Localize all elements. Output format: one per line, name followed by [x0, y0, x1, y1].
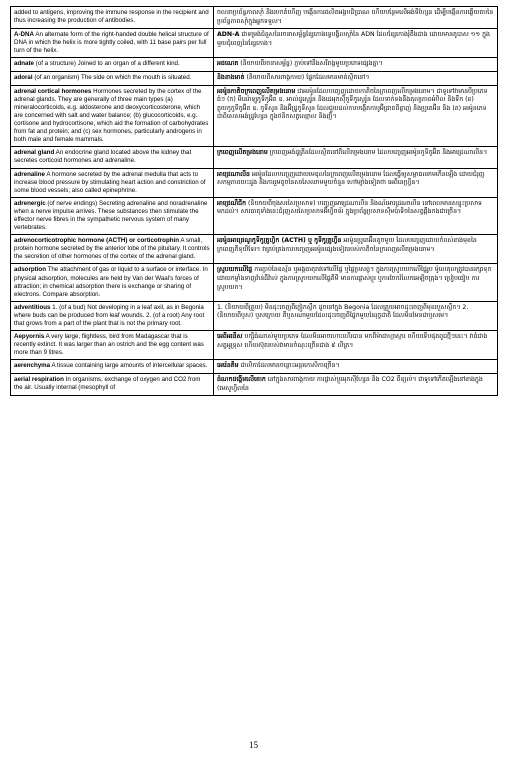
english-cell: [11, 197, 214, 234]
glossary-rows: [11, 7, 498, 396]
glossary-page: [10, 6, 498, 396]
khmer-cell: [214, 301, 498, 330]
khmer-cell: [214, 168, 498, 197]
glossary-table: [10, 6, 498, 396]
english-cell: [11, 168, 214, 197]
english-term: adrenal gland: [14, 149, 55, 157]
english-term: adrenergic: [14, 199, 46, 207]
english-definition: A very large, flightless, bird from Madagascar that is recently extinct. It was larger than an ostrich and the egg content was more than 9 litres.: [14, 333, 204, 357]
khmer-term: និងខាងមាត់: [217, 74, 245, 82]
english-cell: [11, 235, 214, 264]
glossary-row: [11, 58, 498, 72]
english-term: adrenocorticotrophic hormone (ACTH) or corticotrophin: [14, 237, 179, 245]
english-cell: [11, 58, 214, 72]
english-cell: [11, 373, 214, 395]
english-term: adrenal cortical hormones: [14, 87, 92, 95]
khmer-term: អេរ៉េនគីម: [217, 362, 239, 370]
khmer-cell: [214, 373, 498, 395]
khmer-definition: នៅក្នុងសារពាង្គកាយ ការផ្លាស់ប្តូរអុកស៊ីហ្សែន និង CO2 ពីខ្យល់។ ជាទូទៅកើតឡើងនៅខាងក្នុង (មេសូហ្វីលនៃ: [217, 375, 483, 392]
english-term: adrenaline: [14, 170, 45, 178]
english-definition: added to antigens, improving the immune response in the recipient and thus increasing the production of antibodies.: [14, 9, 209, 25]
glossary-row: [11, 373, 498, 395]
khmer-term: ដំណកដង្ហើមលើគោក: [217, 375, 266, 383]
khmer-definition: ជាទម្រង់ជំនួសនៃរចនាសម្ព័ន្ធខ្សែកោងទ្វេបង្វិលស្តាំនៃ ADN ដែលខ្សែកោងរុំតឹងជាង ដោយមានគូបាស ១១ ក្នុងមួយជុំពេញនៃខ្សែកោង។: [217, 31, 490, 47]
khmer-definition: ក្រពេញអង់ដូគ្រីនដែលស្ថិតនៅពីលើតម្រងនោម ដែលបញ្ចេញអរម៉ូនកូទីកូអ៊ីត និងអាដ្រេណាលីន។: [269, 149, 488, 157]
khmer-cell: [214, 147, 498, 168]
english-cell: [11, 85, 214, 147]
khmer-term: ស្រូបយកលើផ្ទៃ: [217, 266, 253, 274]
khmer-definition: (និយាយពីចុងសរសៃប្រសាទ) បញ្ចេញអាដ្រេណាលីន និងណ័រអាដ្រេណាលីន នៅពេលមានសន្ទុះប្រសាទមកដល់។ សារធាតុទាំងនេះជំរុញសរសៃប្រសាទអ៊ីហ្វិចទ័រ ក្នុងប្រព័ន្ធប្រសាទស៊ីមប៉ាទិចនៃសត្វឆ្អឹងកងជាច្រើន។: [217, 199, 482, 216]
khmer-definition: បក្សីធំណាស់មួយប្រភេទ ដែលមិនអាចហោះហើរបាន មកពីម៉ាដាហ្គាស្ការ ហើយទើបផុតពូជថ្មីៗនេះ។ វាធំជាងសត្វអូទ្រុស ហើយស៊ុតរបស់វាមានចំណុះច្រើនជាង ៩ លីត្រ។: [217, 333, 488, 349]
khmer-cell: [214, 29, 498, 58]
glossary-row: [11, 29, 498, 58]
khmer-definition: អរម៉ូនប្រូតេអ៊ីនតូចមួយ ដែលបញ្ចេញដោយកំពស់ខាងមុខនៃក្រពេញភីទុយីទែរ។ វាគ្រប់គ្រងការបញ្ចេញអរម៉ូនផ្សេងទៀតរបស់កាតិចនៃក្រពេញលើតម្រងនោម។: [217, 237, 477, 253]
khmer-term: ក្រពេញលើតម្រងនោម: [217, 149, 268, 157]
glossary-row: [11, 264, 498, 301]
glossary-row: [11, 360, 498, 374]
khmer-term: ADN-A: [217, 31, 240, 39]
khmer-definition: អរម៉ូនដែលបញ្ចេញដោយមេឌុលនៃក្រពេញលើតម្រងនោម ដែលធ្វើឲ្យសម្ពាធឈាមកើនឡើង ដោយជំរុញសកម្មភាពបេះដូង និងការរួមតូចនៃសរសៃឈាមមួយចំនួន ហៅម្យ៉ាងទៀតថា អេពីនេហ្វ្រីន។: [217, 170, 485, 187]
english-definition: (of nerve endings) Secreting adrenaline and noradrenaline when a nerve impulse arrives. These substances then stimulate the effector nerve fibres in the sympathetic nervous system of many vertebrates.: [14, 199, 208, 232]
khmer-term: អរម៉ូនអាដ្រេណូកូទីកូត្រូហ្វិក (ACTH) ឬ កូទីកូត្រូហ្វីន: [217, 237, 342, 245]
khmer-definition: ចលនាប្រព័ន្ធភាពស៊ាំ និងរបកគំហើញ បង្កើនការផលិតអង្គបដិប្រាណ ហើយបន្ថែមលើអង់ទីហ្សែន ដើម្បីបង្កើនការឆ្លើយតបនៃប្រព័ន្ធភាពស៊ាំក្នុងអ្នកទទួល។: [217, 9, 494, 25]
glossary-row: [11, 7, 498, 29]
glossary-row: [11, 197, 498, 234]
english-term: Aepyornis: [14, 333, 45, 341]
english-term: adoral: [14, 74, 33, 82]
khmer-definition: (និយាយពីរចនាសម្ព័ន្ធ) ភ្ជាប់ទៅនឹងសរីរាង្គមួយប្រភេទផ្សេងគ្នា។: [240, 60, 383, 68]
english-definition: A hormone secreted by the adrenal medulla that acts to increase blood pressure by stimulating heart action and constriction of some blood vessels; also called epinephrine.: [14, 170, 206, 194]
khmer-cell: [214, 7, 498, 29]
khmer-definition: ការភ្ជាប់នៃឧស្ម័ន ឬអង្គធាតុរាវទៅលើផ្ទៃ ឬផ្ទៃប្រសព្វ។ ក្នុងការស្រូបយកលើផ្ទៃរូប ម៉ូលេគុលត្រូវបានរក្សាទុកដោយកម្លាំងទាញវ៉ាន់ដឺវ៉ាល់ ក្នុងការស្រូបយកលើផ្ទៃគីមី មានការផ្លាស់ប្តូរ ឬការចែករំលែកអេឡិចត្រុង។ ប្រៀបធៀប ការស្រូបយក។: [217, 266, 492, 291]
page-number: 15: [249, 740, 258, 750]
english-cell: [11, 331, 214, 360]
english-definition: (of an organism) The side on which the mouth is situated.: [34, 74, 192, 82]
english-definition: An endocrine gland located above the kidney that secretes corticoid hormones and adrenaline.: [14, 149, 192, 165]
glossary-row: [11, 235, 498, 264]
english-cell: [11, 29, 214, 58]
khmer-cell: [214, 197, 498, 234]
khmer-term: អាដ្រេណឺជីក: [217, 199, 247, 207]
khmer-cell: [214, 72, 498, 86]
english-definition: (of a structure) Joined to an organ of a different kind.: [35, 60, 180, 68]
english-term: aerenchyma: [14, 362, 51, 370]
english-term: aerial respiration: [14, 375, 64, 383]
khmer-cell: [214, 331, 498, 360]
english-cell: [11, 147, 214, 168]
glossary-row: [11, 301, 498, 330]
khmer-definition: 1. (និយាយពីត្រួយ) មិនដុះចេញពីក្លៀកស្លឹក ដូចនៅក្នុង Begonia ដែលត្រួយអាចដុះចេញពីមុខរបួសស្លឹក។ 2. (និយាយពីឫស) ឫសក្រោយ គឺឫសណាមួយដែលដុះចេញពីផ្នែកមួយនៃរុក្ខជាតិ ដែលមិនមែនជាឫសមេ។: [217, 303, 469, 320]
english-definition: A small, protein hormone secreted by the anterior lobe of the pituitary. It controls the secretion of other hormones of the cortex of the adrenal gland.: [14, 237, 210, 261]
english-cell: [11, 360, 214, 374]
khmer-cell: [214, 360, 498, 374]
khmer-term: អដណេត: [217, 60, 239, 68]
glossary-row: [11, 85, 498, 147]
english-cell: [11, 72, 214, 86]
khmer-term: អរម៉ូនកាតិចក្រពេញលើតម្រងនោម: [217, 87, 296, 95]
english-term: adnate: [14, 60, 34, 68]
glossary-row: [11, 72, 498, 86]
glossary-row: [11, 168, 498, 197]
khmer-term: អាដ្រេណាលីន: [217, 170, 250, 178]
english-definition: The attachment of gas or liquid to a surface or interface. In physical adsorption, molecules are held by Van der Waal's forces of attraction; in chemical adsorption there is exchange or sharing of electrons. Compare absorption.: [14, 266, 208, 298]
khmer-cell: [214, 264, 498, 301]
khmer-definition: ជាអរម៉ូនដែលបញ្ចេញដោយកាតិចនៃក្រពេញលើតម្រងនោម។ ជាទូទៅវាមានបីប្រភេទធំៗ (ក) មីនេរ៉ាឡូកូទីកូអ៊ីត ឧ. អាល់ដូស្តេរ៉ូន និងដេអុកស៊ីកូទីកូស្តេរ៉ូន ដែលទាក់ទងនឹងតុល្យភាពអំបិល និងទឹក (ខ) គ្លុយកូកូទីកូអ៊ីត ឧ. កូទីសូន និងអ៊ីដ្រូកូទីសូន ដែលជួយដល់ការបង្កើតកាបូអ៊ីដ្រាតពីខ្លាញ់ និងប្រូតេអ៊ីន និង (គ) អរម៉ូនភេទ ជាពិសេសអង់ដ្រូហ្សែន ក្នុងថនិកសត្វឈ្មោល និងញី។: [217, 87, 488, 121]
english-definition: A tissue containing large amounts of intercellular spaces.: [51, 362, 208, 370]
khmer-cell: [214, 85, 498, 147]
khmer-definition: (និយាយពីសារពាង្គកាយ) ផ្នែកដែលមានមាត់ស្ថិតនៅ។: [246, 74, 370, 82]
glossary-row: [11, 331, 498, 360]
english-term: A-DNA: [14, 31, 34, 39]
khmer-cell: [214, 235, 498, 264]
english-definition: 1. (of a bud) Not developing in a leaf axil, as in Begonia where buds can be produced from leaf wounds. 2. (of a root) Any root that grows from a part of the plant that is not the primary root.: [14, 303, 205, 327]
english-definition: In organisms, exchange of oxygen and CO2 from the air. Usually internal (mesophyll of: [14, 375, 201, 392]
khmer-cell: [214, 58, 498, 72]
khmer-term: អេពីអរនីស: [217, 333, 243, 341]
english-cell: [11, 301, 214, 330]
english-cell: [11, 264, 214, 301]
english-term: adsorption: [14, 266, 46, 274]
english-term: adventitious: [14, 303, 51, 311]
glossary-row: [11, 147, 498, 168]
english-definition: Hormones secreted by the cortex of the adrenal glands. They are generally of three main types (a) mineralocorticoids, e.g. aldosterone and deoxycorticosterone, which are concerned with salt and water balance; (b) glucocorticoids, e.g. cortisone and hydrocortisone, which aid the formation of carbohydrates from fat and protein; and (c) sex hormones, particularly androgens in both male and female mammals.: [14, 87, 209, 144]
khmer-definition: ជាលិកាដែលមានចន្លោះអន្តរកោសិកាច្រើន។: [240, 362, 340, 370]
english-definition: An alternate form of the right-handed double helical structure of DNA in which the helix is more tightly coiled, with 11 base pairs per full turn of the helix.: [14, 31, 209, 55]
english-cell: [11, 7, 214, 29]
